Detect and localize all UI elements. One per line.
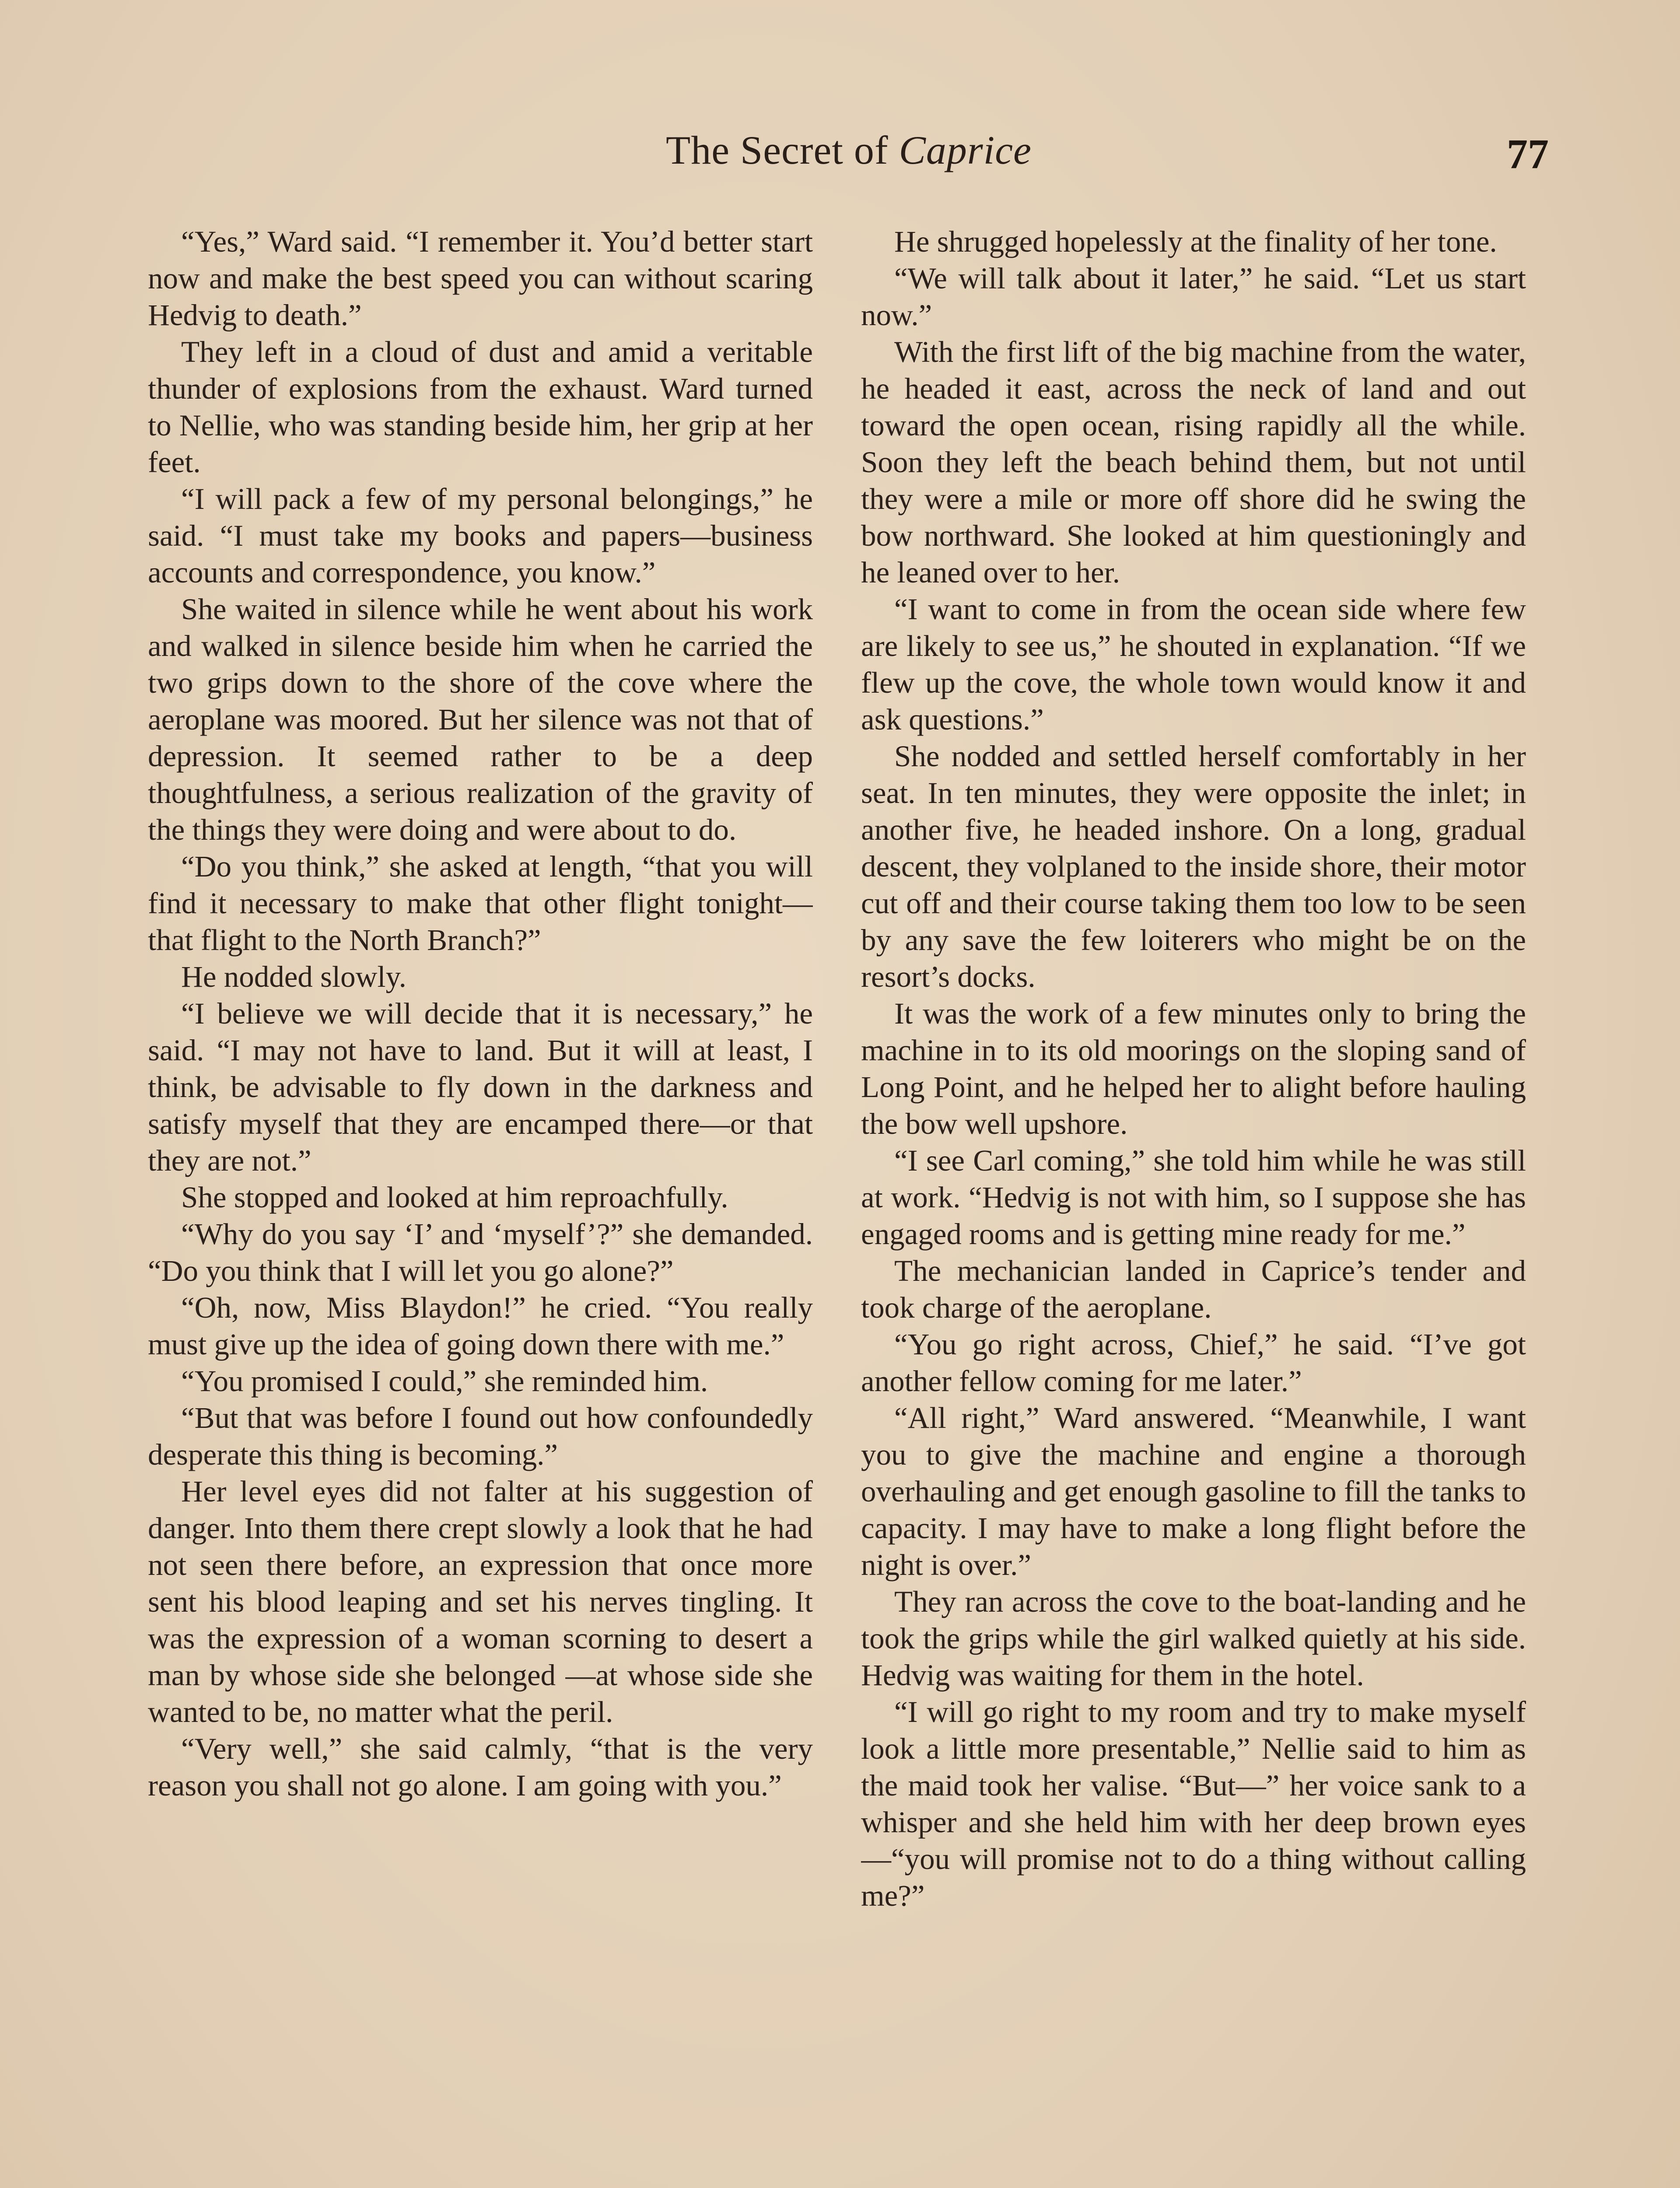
paragraph: He nodded slowly.: [181, 960, 406, 993]
paragraph: “But that was before I found out how confoundedly desperate this thing is becoming.”: [148, 1401, 813, 1471]
paragraph: It was the work of a few minutes only to bring the machine in to its old moorings on the sloping sand of Long Point, and he helped her to alight before hauling the bow well upshore.: [861, 997, 1526, 1140]
paragraph: “Oh, now, Miss Blaydon!” he cried. “You really must give up the idea of going down there with me.”: [148, 1291, 813, 1361]
paragraph: “I will go right to my room and try to make myself look a little more presentable,” Nellie said to him as the maid took her valise. “But—” her voice sank to a whisper and she held him with her deep brown eyes—“you will promise not to do a thing without calling me?”: [861, 1695, 1526, 1912]
paragraph: She waited in silence while he went about his work and walked in silence beside him when he carried the two grips down to the shore of the cove where the aeroplane was moored. But her silence was not that of depression. It seemed rather to be a deep thoughtfulness, a serious realization of the gravity of the things they were doing and were about to do.: [148, 593, 813, 846]
paragraph: “Yes,” Ward said. “I remember it. You’d better start now and make the best speed you can without scaring Hedvig to death.”: [148, 225, 813, 332]
paragraph: With the first lift of the big machine from the water, he headed it east, across the neck of land and out toward the open ocean, rising rapidly all the while. Soon they left the beach behind them, but not until they were a mile or more off shore did he swing the bow northward. She looked at him questioningly and he leaned over to her.: [861, 335, 1526, 589]
left-column: [148, 223, 813, 2188]
paragraph: “We will talk about it later,” he said. “Let us start now.”: [861, 262, 1526, 332]
paragraph: “All right,” Ward answered. “Meanwhile, I want you to give the machine and engine a thorough overhauling and get enough gasoline to fill the tanks to capacity. I may have to make a long flight before the night is over.”: [861, 1401, 1526, 1581]
paragraph: Her level eyes did not falter at his suggestion of danger. Into them there crept slowly a look that he had not seen there before, an expression that once more sent his blood leaping and set his nerves tingling. It was the expression of a woman scorning to desert a man by whose side she belonged —at whose side she wanted to be, no matter what the peril.: [148, 1475, 813, 1729]
paragraph: “You go right across, Chief,” he said. “I’ve got another fellow coming for me later.”: [861, 1328, 1526, 1398]
page-header: [149, 127, 1549, 193]
right-column: [861, 223, 1526, 2188]
paragraph: “I will pack a few of my personal belongings,” he said. “I must take my books and papers—business accounts and correspondence, you know.”: [148, 482, 813, 589]
paragraph: “Do you think,” she asked at length, “that you will find it necessary to make that other flight tonight—that flight to the North Branch?”: [148, 850, 813, 957]
running-title-italic: Caprice: [899, 128, 1032, 172]
paragraph: “I see Carl coming,” she told him while he was still at work. “Hedvig is not with him, so I suppose she has engaged rooms and is getting mine ready for me.”: [861, 1144, 1526, 1251]
paragraph: He shrugged hopelessly at the finality of her tone.: [894, 225, 1497, 258]
running-title-text: The Secret of: [666, 128, 889, 172]
paragraph: “Very well,” she said calmly, “that is the very reason you shall not go alone. I am going with you.”: [148, 1732, 813, 1802]
paragraph: She stopped and looked at him reproachfully.: [181, 1181, 728, 1214]
page-number: 77: [1507, 130, 1549, 177]
paragraph: She nodded and settled herself comfortably in her seat. In ten minutes, they were opposite the inlet; in another five, he headed inshore. On a long, gradual descent, they volplaned to the inside shore, their motor cut off and their course taking them too low to be seen by any save the few loiterers who might be on the resort’s docks.: [861, 740, 1526, 993]
paragraph: “I believe we will decide that it is necessary,” he said. “I may not have to land. But it will at least, I think, be advisable to fly down in the darkness and satisfy myself that they are encamped there—or that they are not.”: [148, 997, 813, 1177]
paragraph: They left in a cloud of dust and amid a veritable thunder of explosions from the exhaust. Ward turned to Nellie, who was standing beside him, her grip at her feet.: [148, 335, 813, 479]
paragraph: The mechanician landed in Caprice’s tender and took charge of the aeroplane.: [861, 1254, 1526, 1324]
paragraph: “I want to come in from the ocean side where few are likely to see us,” he shouted in explanation. “If we flew up the cove, the whole town would know it and ask questions.”: [861, 593, 1526, 736]
running-title: [149, 127, 1549, 173]
paragraph: “You promised I could,” she reminded him.: [181, 1364, 708, 1398]
paragraph: They ran across the cove to the boat-landing and he took the grips while the girl walked quietly at his side. Hedvig was waiting for them in the hotel.: [861, 1585, 1526, 1692]
paragraph: “Why do you say ‘I’ and ‘myself’?” she demanded. “Do you think that I will let you go alone?”: [148, 1217, 813, 1287]
